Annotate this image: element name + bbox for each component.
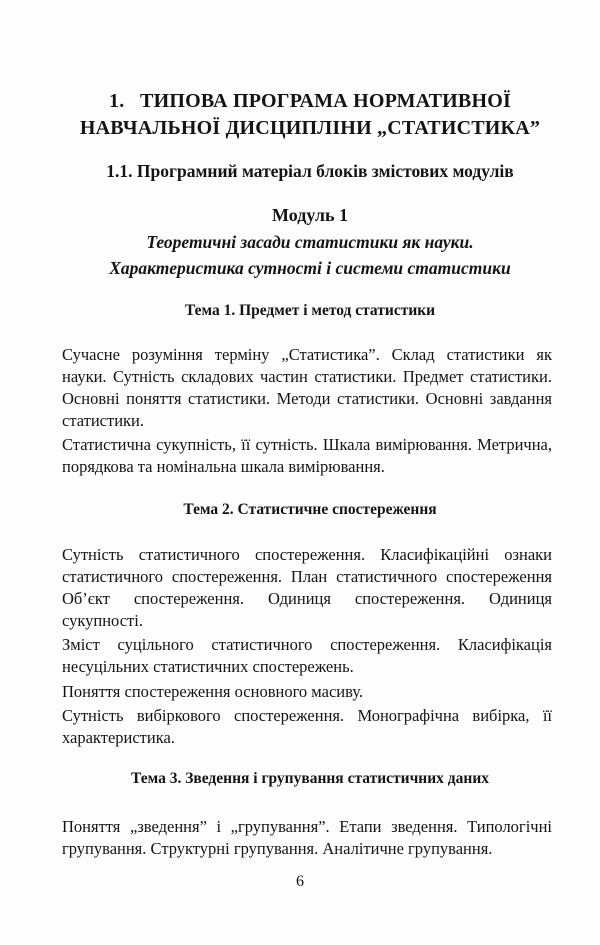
- topic2-paragraph1-text: Сутність статистичного спостереження. Класифікаційні ознаки статистичного спостереження. План статистичного спостереження Об’єкт спостереження. Одиниця спостереження. Одиниця сукупності.: [62, 545, 552, 630]
- topic2-title: Тема 2. Статистичне спостереження: [183, 501, 437, 518]
- topic2-paragraph3: [62, 681, 552, 703]
- module-subtitle-line1: Теоретичні засади статистики як науки.: [146, 232, 474, 252]
- topic2-paragraph3-text: Поняття спостереження основного масиву.: [62, 682, 364, 701]
- section-number: 1.: [109, 90, 125, 112]
- topic2-paragraph4-text: Сутність вибіркового спостереження. Монографічна вибірка, її характеристика.: [62, 706, 552, 747]
- module-title: Модуль 1: [271, 205, 348, 225]
- topic2-paragraph1: [62, 544, 552, 632]
- module-subtitle-line2: Характеристика сутності і системи статистики: [109, 258, 511, 278]
- topic1-paragraph1-text: Сучасне розуміння терміну „Статистика”. Склад статистики як науки. Сутність складових частин статистики. Предмет статистики. Основні поняття статистики. Методи статистики. Основні завдання статистики.: [62, 345, 552, 430]
- topic2-paragraph4: [62, 705, 552, 749]
- topic1-paragraph2: [62, 434, 552, 478]
- page-number: 6: [296, 873, 304, 890]
- topic3-paragraph1: [62, 816, 552, 860]
- subheading: 1.1. Програмний матеріал блоків змістових модулів: [106, 161, 514, 181]
- main-heading-line1: [40, 90, 580, 113]
- topic1-paragraph1: [62, 344, 552, 432]
- topic3-paragraph1-text: Поняття „зведення” і „групування”. Етапи зведення. Типологічні групування. Структурні групування. Аналітичне групування.: [62, 817, 552, 858]
- heading-line1-text: ТИПОВА ПРОГРАМА НОРМАТИВНОЇ: [140, 90, 511, 112]
- topic1-title: Тема 1. Предмет і метод статистики: [184, 302, 436, 319]
- topic2-paragraph2: [62, 634, 552, 678]
- topic3-title: Тема 3. Зведення і групування статистичних даних: [130, 770, 489, 787]
- topic1-paragraph2-text: Статистична сукупність, її сутність. Шкала вимірювання. Метрична, порядкова та номінальна шкала вимірювання.: [62, 435, 552, 476]
- topic2-paragraph2-text: Зміст суцільного статистичного спостереження. Класифікація несуцільних статистичних спостережень.: [62, 635, 552, 676]
- main-heading-line2: НАВЧАЛЬНОЇ ДИСЦИПЛІНИ „СТАТИСТИКА”: [79, 117, 541, 139]
